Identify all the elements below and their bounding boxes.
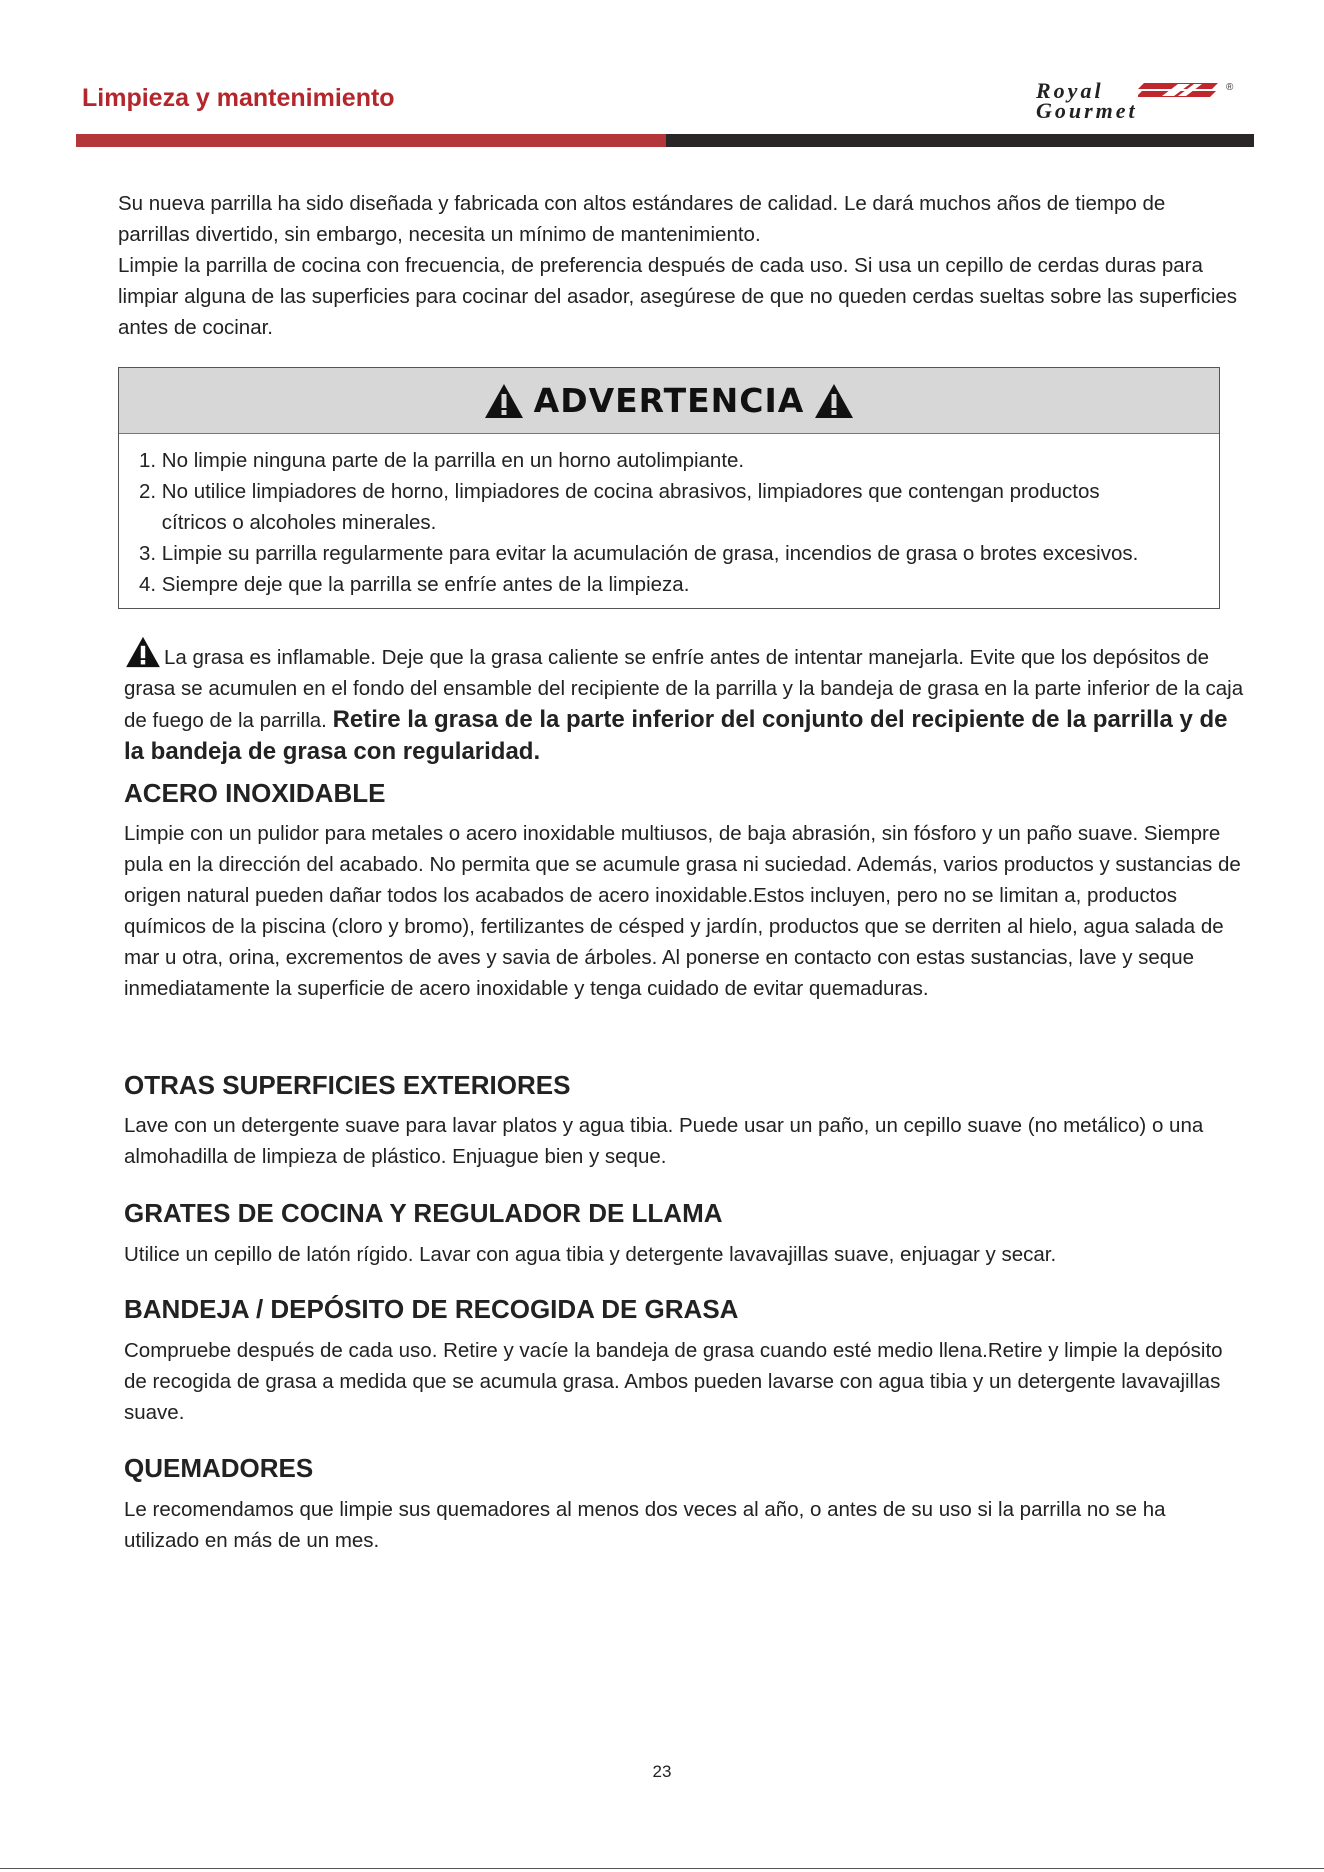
warning-box	[118, 367, 1220, 609]
warning-list	[139, 445, 1214, 600]
section-heading-burners: QUEMADORES	[124, 1453, 314, 1483]
warning-triangle-icon	[814, 383, 854, 419]
warning-title: ADVERTENCIA	[533, 381, 805, 420]
logo-text-line1: Royal	[1036, 78, 1104, 103]
section-body-grates: Utilice un cepillo de latón rígido. Lavar con agua tibia y detergente lavavajillas suave, enjuagar y secar.	[124, 1243, 1057, 1266]
logo-text-line2: Gourmet	[1036, 98, 1138, 123]
warning-item: 1. No limpie ninguna parte de la parrilla en un horno autolimpiante.	[139, 449, 745, 472]
brand-logo	[1026, 80, 1236, 124]
section-body-burners: Le recomendamos que limpie sus quemadores al menos dos veces al año, o antes de su uso si la parrilla no se ha utilizado en más de un mes.	[124, 1498, 1166, 1552]
warning-item: cítricos o alcoholes minerales.	[139, 511, 437, 534]
section-heading-grates: GRATES DE COCINA Y REGULADOR DE LLAMA	[124, 1198, 723, 1228]
section-body-stainless: Limpie con un pulidor para metales o acero inoxidable multiusos, de baja abrasión, sin fósforo y un paño suave. Siempre pula en la dirección del acabado. No permita que se acumule grasa ni suciedad. Además, varios productos y sustancias de origen natural pueden dañar todos los acabados de acero inoxidable.Estos incluyen, pero no se limitan a, productos químicos de la piscina (cloro y bromo), fertilizantes de césped y jardín, productos que se derriten al hielo, agua salada de mar u otra, orina, excrementos de aves y savia de árboles. Al ponerse en contacto con estas sustancias, lave y seque inmediatamente la superficie de acero inoxidable y tenga cuidado de evitar quemaduras.	[124, 822, 1241, 1000]
page-number: 23	[652, 1762, 672, 1781]
page-title: Limpieza y mantenimiento	[82, 84, 395, 112]
warning-header	[119, 368, 1219, 434]
section-heading-stainless: ACERO INOXIDABLE	[124, 778, 386, 808]
registered-mark: ®	[1226, 82, 1234, 93]
section-heading-grease-tray: BANDEJA / DEPÓSITO DE RECOGIDA DE GRASA	[124, 1294, 739, 1324]
warning-triangle-icon	[484, 383, 524, 419]
warning-item: 2. No utilice limpiadores de horno, limpiadores de cocina abrasivos, limpiadores que contengan productos	[139, 480, 1100, 503]
logo-flag-icon	[1138, 83, 1218, 105]
header-bar-red	[76, 134, 666, 147]
header-bar-dark	[666, 134, 1254, 147]
section-heading-exterior: OTRAS SUPERFICIES EXTERIORES	[124, 1070, 571, 1100]
warning-item: 3. Limpie su parrilla regularmente para evitar la acumulación de grasa, incendios de grasa o brotes excesivos.	[139, 542, 1139, 565]
footer-divider	[0, 1868, 1324, 1869]
warning-triangle-icon	[124, 636, 162, 668]
warning-item: 4. Siempre deje que la parrilla se enfríe antes de la limpieza.	[139, 573, 690, 596]
section-body-exterior: Lave con un detergente suave para lavar platos y agua tibia. Puede usar un paño, un cepillo suave (no metálico) o una almohadilla de limpieza de plástico. Enjuague bien y seque.	[124, 1114, 1204, 1168]
intro-text	[118, 188, 1238, 343]
section-body-grease-tray: Compruebe después de cada uso. Retire y vacíe la bandeja de grasa cuando esté medio llena.Retire y limpie la depósito de recogida de grasa a medida que se acumula grasa. Ambos pueden lavarse con agua tibia y un detergente lavavajillas suave.	[124, 1339, 1223, 1424]
intro-paragraph-2: Limpie la parrilla de cocina con frecuencia, de preferencia después de cada uso. Si usa un cepillo de cerdas duras para limpiar alguna de las superficies para cocinar del asador, asegúrese de que no queden cerdas sueltas sobre las superficies antes de cocinar.	[118, 254, 1238, 339]
grease-note-text: La grasa es inflamable. Deje que la grasa caliente se enfríe antes de intentar manejarla. Evite que los depósitos de grasa se acumulen en el fondo del ensamble del recipiente de la parrilla y la bandeja de grasa en la parte inferior de la caja de fuego de la parrilla.	[124, 646, 1244, 732]
grease-note-bold: Retire la grasa de la parte inferior del conjunto del recipiente de la parrilla y de la bandeja de grasa con regularidad.	[124, 706, 1228, 765]
intro-paragraph-1: Su nueva parrilla ha sido diseñada y fabricada con altos estándares de calidad. Le dará muchos años de tiempo de parrillas divertido, sin embargo, necesita un mínimo de mantenimiento.	[118, 192, 1166, 246]
grease-warning-note	[124, 636, 1244, 768]
